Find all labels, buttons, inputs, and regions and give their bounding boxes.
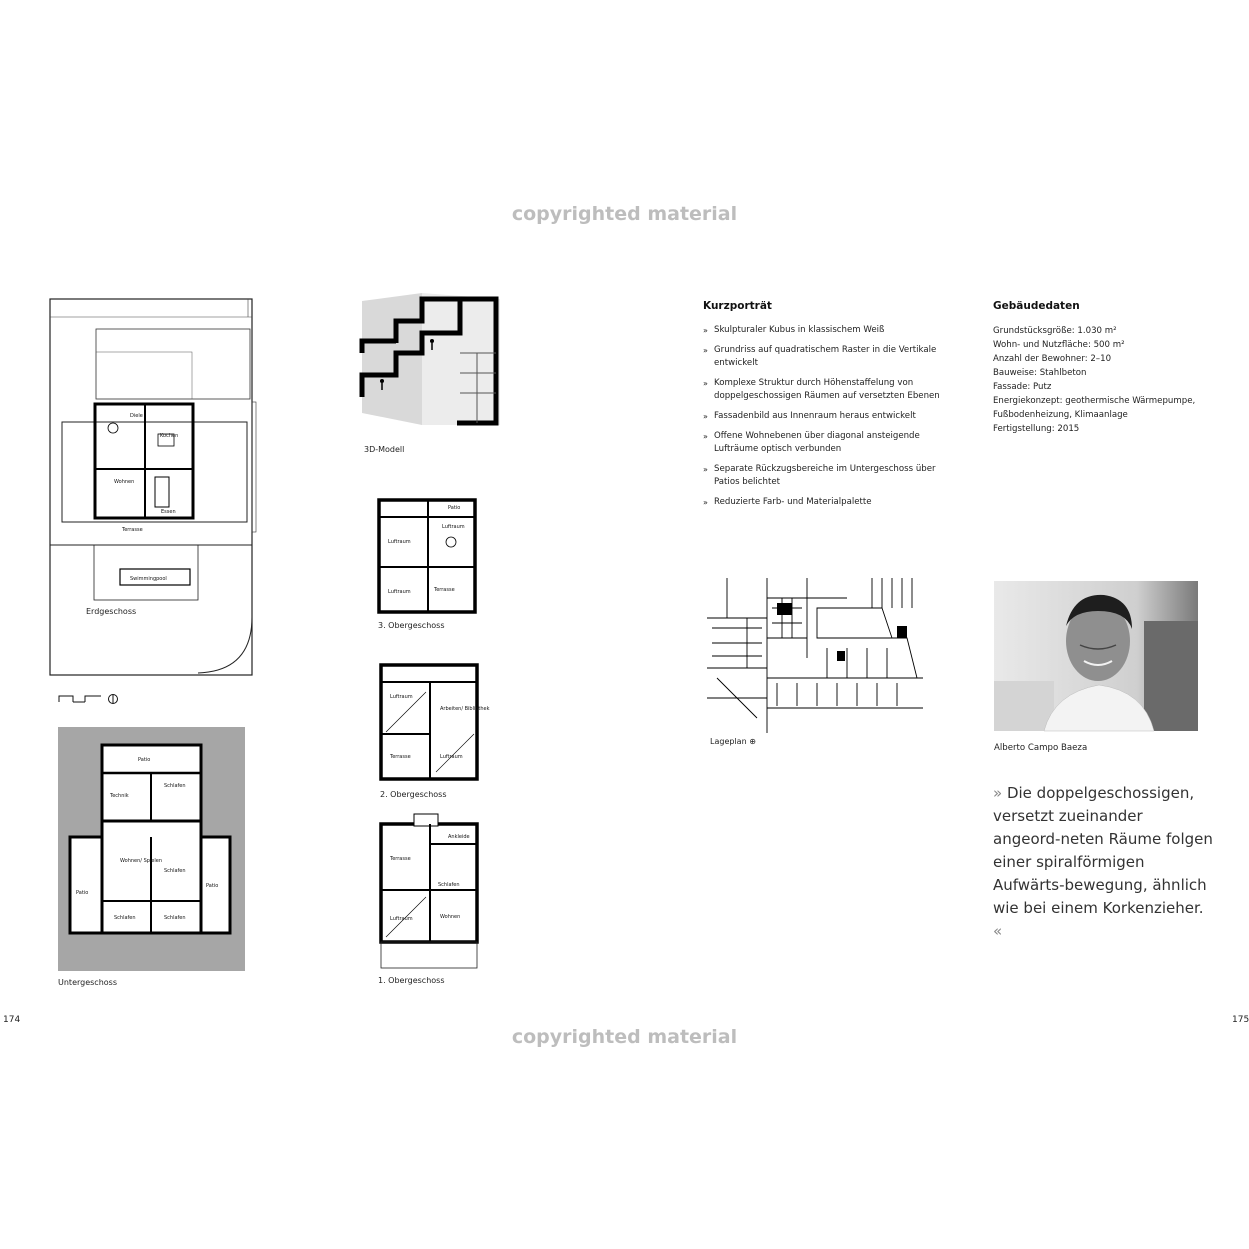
caption-floor1: 1. Obergeschoss <box>378 976 445 985</box>
label-kochen: Kochen <box>160 433 179 439</box>
label-wohnen-spielen: Wohnen/ Spielen <box>120 858 163 864</box>
caption-floor2: 2. Obergeschoss <box>380 790 447 799</box>
fact-line: Grundstücksgröße: 1.030 m² <box>993 326 1117 336</box>
fact-line: Fußbodenheizung, Klimaanlage <box>993 410 1128 420</box>
short-portrait-section <box>703 300 943 516</box>
page-number-left: 174 <box>3 1015 21 1025</box>
label-floor3-luftraum-2: Luftraum <box>442 524 465 530</box>
label-floor3-terrasse: Terrasse <box>434 587 455 593</box>
fact-line: Wohn- und Nutzfläche: 500 m² <box>993 340 1125 350</box>
caption-portrait: Alberto Campo Baeza <box>994 743 1088 753</box>
north-scale-icon <box>57 693 121 705</box>
portrait-photo <box>994 581 1198 731</box>
list-item: » Grundriss auf quadratischem Raster in die Vertikale entwickelt <box>703 345 937 368</box>
fact-line: Anzahl der Bewohner: 2–10 <box>993 354 1112 364</box>
list-item: » Separate Rückzugsbereiche im Untergeschoss über Patios belichtet <box>703 464 936 487</box>
label-floor1-wohnen: Wohnen <box>440 914 461 920</box>
label-floor3-luftraum-3: Luftraum <box>388 589 411 595</box>
caption-site-plan: Lageplan ⊕ <box>710 737 756 746</box>
pull-quote <box>993 782 1213 943</box>
caption-basement: Untergeschoss <box>58 978 117 987</box>
north-icon: ⊕ <box>749 737 756 746</box>
label-floor3-patio: Patio <box>448 505 461 511</box>
label-patio-left: Patio <box>76 890 89 896</box>
page-number-right: 175 <box>1232 1015 1249 1025</box>
basement-plan <box>58 727 245 971</box>
site-plan-map <box>707 578 923 733</box>
label-floor1-schlafen: Schlafen <box>438 882 460 888</box>
watermark-bottom: copyrighted material <box>511 1026 738 1048</box>
label-floor3-luftraum-1: Luftraum <box>388 539 411 545</box>
label-floor1-luftraum: Luftraum <box>390 916 413 922</box>
quote-close-mark: « <box>993 922 1003 940</box>
label-floor1-terrasse: Terrasse <box>390 856 411 862</box>
label-swimmingpool: Swimmingpool <box>130 576 167 582</box>
label-schlafen-2: Schlafen <box>164 868 186 874</box>
short-portrait-list <box>703 324 943 509</box>
fact-line: Bauweise: Stahlbeton <box>993 368 1087 378</box>
list-item: » Reduzierte Farb- und Materialpalette <box>703 497 872 507</box>
fact-line: Fassade: Putz <box>993 382 1052 392</box>
label-schlafen-1: Schlafen <box>164 783 186 789</box>
label-terrasse: Terrasse <box>122 527 143 533</box>
short-portrait-heading: Kurzporträt <box>703 300 772 312</box>
fact-line: Energiekonzept: geothermische Wärmepumpe, <box>993 396 1196 406</box>
label-essen: Essen <box>161 509 176 515</box>
label-floor2-terrasse: Terrasse <box>390 754 411 760</box>
label-diele: Diele <box>130 413 143 419</box>
label-basement-patio: Patio <box>138 757 151 763</box>
building-data-heading: Gebäudedaten <box>993 300 1080 312</box>
label-schlafen-3: Schlafen <box>114 915 136 921</box>
list-item: » Komplexe Struktur durch Höhenstaffelung von doppelgeschossigen Räumen auf versetzten Ebenen <box>703 378 940 401</box>
list-item: » Offene Wohnebenen über diagonal ansteigende Lufträume optisch verbunden <box>703 431 920 454</box>
floor3-plan <box>376 497 478 615</box>
fact-line: Fertigstellung: 2015 <box>993 424 1080 434</box>
list-item: » Fassadenbild aus Innenraum heraus entwickelt <box>703 411 916 421</box>
floor1-plan <box>378 812 480 972</box>
3d-model-image <box>362 293 502 425</box>
ground-floor-plan <box>48 297 258 679</box>
label-floor2-arbeiten: Arbeiten/ Bibliothek <box>440 706 490 712</box>
label-floor1-ankleide: Ankleide <box>448 834 470 840</box>
label-patio-right: Patio <box>206 883 219 889</box>
building-facts <box>993 324 1223 436</box>
watermark-top: copyrighted material <box>511 203 738 225</box>
floor2-plan <box>378 662 490 782</box>
caption-ground-floor: Erdgeschoss <box>86 607 137 616</box>
label-floor2-luftraum-2: Luftraum <box>440 754 463 760</box>
quote-text: Die doppelgeschossigen, versetzt zueinander angeord-neten Räume folgen einer spiralförmigen Aufwärts-bewegung, ähnlich wie bei einem Korkenzieher. <box>993 784 1213 917</box>
label-floor2-luftraum-1: Luftraum <box>390 694 413 700</box>
caption-floor3: 3. Obergeschoss <box>378 621 445 630</box>
label-schlafen-4: Schlafen <box>164 915 186 921</box>
building-data-section <box>993 300 1223 436</box>
list-item: » Skulpturaler Kubus in klassischem Weiß <box>703 325 885 335</box>
quote-open-mark: » <box>993 784 1003 802</box>
label-wohnen: Wohnen <box>114 479 135 485</box>
caption-3d-model: 3D-Modell <box>364 445 405 454</box>
label-technik: Technik <box>110 793 129 799</box>
